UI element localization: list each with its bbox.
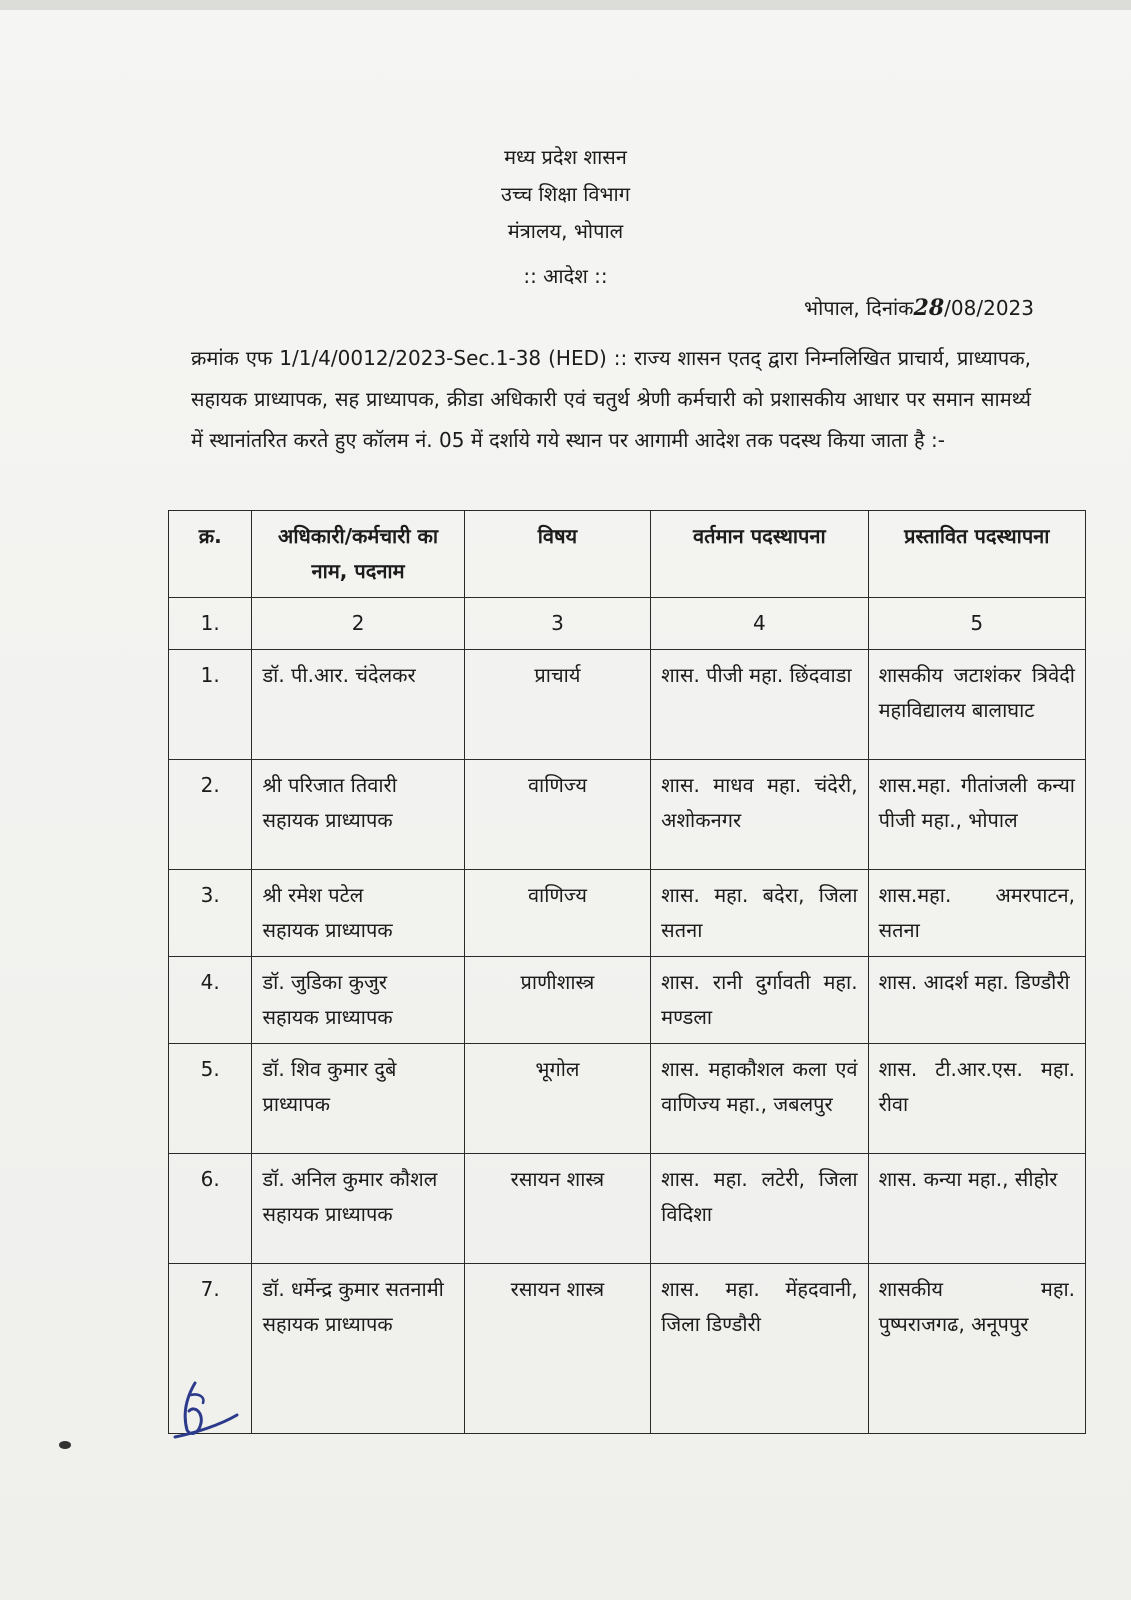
officer-designation: सहायक प्राध्यापक bbox=[262, 808, 393, 832]
officer-name: डॉ. पी.आर. चंदेलकर bbox=[262, 663, 416, 687]
header-office: मंत्रालय, भोपाल bbox=[507, 219, 624, 243]
page-top-edge bbox=[0, 0, 1131, 10]
officer-name: श्री रमेश पटेल bbox=[262, 883, 364, 907]
order-title: :: आदेश :: bbox=[523, 264, 608, 288]
officer-designation: सहायक प्राध्यापक bbox=[262, 1312, 393, 1336]
row-serial: 2. bbox=[169, 760, 252, 870]
table-row bbox=[169, 1154, 1086, 1264]
header-department: उच्च शिक्षा विभाग bbox=[500, 182, 630, 206]
row-serial: 5. bbox=[169, 1044, 252, 1154]
transfer-table bbox=[168, 510, 1086, 1434]
date-prefix: भोपाल, दिनांक bbox=[804, 296, 914, 320]
officer-name: डॉ. शिव कुमार दुबे bbox=[262, 1057, 397, 1081]
column-number: 4 bbox=[651, 598, 868, 650]
row-proposed-posting: शास. कन्या महा., सीहोर bbox=[868, 1154, 1085, 1264]
row-current-posting: शास. माधव महा. चंदेरी, अशोकनगर bbox=[651, 760, 868, 870]
row-officer bbox=[252, 870, 464, 957]
row-current-posting: शास. रानी दुर्गावती महा. मण्डला bbox=[651, 957, 868, 1044]
row-officer bbox=[252, 957, 464, 1044]
row-serial: 7. bbox=[169, 1264, 252, 1434]
row-current-posting: शास. महा. मेंहदवानी, जिला डिण्डौरी bbox=[651, 1264, 868, 1434]
column-number: 3 bbox=[464, 598, 650, 650]
row-proposed-posting: शास.महा. गीतांजली कन्या पीजी महा., भोपाल bbox=[868, 760, 1085, 870]
header-government: मध्य प्रदेश शासन bbox=[504, 145, 627, 169]
row-proposed-posting: शास. टी.आर.एस. महा. रीवा bbox=[868, 1044, 1085, 1154]
officer-name: डॉ. धर्मेन्द्र कुमार सतनामी bbox=[262, 1277, 444, 1301]
officer-name: डॉ. अनिल कुमार कौशल bbox=[262, 1167, 438, 1191]
table-row bbox=[169, 1264, 1086, 1434]
officer-name: डॉ. जुडिका कुजुर bbox=[262, 970, 388, 994]
column-number: 2 bbox=[252, 598, 464, 650]
officer-designation: सहायक प्राध्यापक bbox=[262, 1202, 393, 1226]
row-subject: वाणिज्य bbox=[464, 760, 650, 870]
table-row bbox=[169, 957, 1086, 1044]
row-serial: 6. bbox=[169, 1154, 252, 1264]
table-row bbox=[169, 760, 1086, 870]
officer-designation: प्राध्यापक bbox=[262, 1092, 331, 1116]
row-serial: 3. bbox=[169, 870, 252, 957]
row-proposed-posting: शास. आदर्श महा. डिण्डौरी bbox=[868, 957, 1085, 1044]
row-officer bbox=[252, 1044, 464, 1154]
row-subject: रसायन शास्त्र bbox=[464, 1154, 650, 1264]
header-subject: विषय bbox=[464, 511, 650, 598]
column-number-row bbox=[169, 598, 1086, 650]
table-row bbox=[169, 870, 1086, 957]
row-subject: रसायन शास्त्र bbox=[464, 1264, 650, 1434]
row-subject: भूगोल bbox=[464, 1044, 650, 1154]
row-officer bbox=[252, 1264, 464, 1434]
row-proposed-posting: शासकीय महा. पुष्पराजगढ, अनूपपुर bbox=[868, 1264, 1085, 1434]
table-row bbox=[169, 650, 1086, 760]
row-officer bbox=[252, 760, 464, 870]
header-proposed-posting: प्रस्तावित पदस्थापना bbox=[868, 511, 1085, 598]
handwritten-initial-signature bbox=[165, 1375, 245, 1445]
ink-speck bbox=[58, 1440, 72, 1450]
date-rest: /08/2023 bbox=[944, 296, 1034, 320]
date-day-handwritten: 28 bbox=[913, 295, 945, 321]
header-current-posting: वर्तमान पदस्थापना bbox=[651, 511, 868, 598]
header-name: अधिकारी/कर्मचारी का नाम, पदनाम bbox=[252, 511, 464, 598]
row-officer bbox=[252, 1154, 464, 1264]
row-current-posting: शास. महा. लटेरी, जिला विदिशा bbox=[651, 1154, 868, 1264]
officer-name: श्री परिजात तिवारी bbox=[262, 773, 397, 797]
officer-designation: सहायक प्राध्यापक bbox=[262, 918, 393, 942]
table-row bbox=[169, 1044, 1086, 1154]
row-current-posting: शास. महाकौशल कला एवं वाणिज्य महा., जबलपुर bbox=[651, 1044, 868, 1154]
column-number: 5 bbox=[868, 598, 1085, 650]
row-proposed-posting: शास.महा. अमरपाटन, सतना bbox=[868, 870, 1085, 957]
row-subject: प्राणीशास्त्र bbox=[464, 957, 650, 1044]
date-line bbox=[804, 294, 1034, 321]
header-serial: क्र. bbox=[169, 511, 252, 598]
row-officer bbox=[252, 650, 464, 760]
row-subject: प्राचार्य bbox=[464, 650, 650, 760]
row-current-posting: शास. पीजी महा. छिंदवाडा bbox=[651, 650, 868, 760]
row-proposed-posting: शासकीय जटाशंकर त्रिवेदी महाविद्यालय बालाघाट bbox=[868, 650, 1085, 760]
row-subject: वाणिज्य bbox=[464, 870, 650, 957]
row-serial: 4. bbox=[169, 957, 252, 1044]
table-header-row bbox=[169, 511, 1086, 598]
column-number: 1. bbox=[169, 598, 252, 650]
row-current-posting: शास. महा. बदेरा, जिला सतना bbox=[651, 870, 868, 957]
order-intro-paragraph: क्रमांक एफ 1/1/4/0012/2023-Sec.1-38 (HED) :: राज्य शासन एतद् द्वारा निम्नलिखित प्राचार्य, प्राध्यापक, सहायक प्राध्यापक, सह प्राध्यापक, क्रीडा अधिकारी एवं चतुर्थ श्रेणी कर्मचारी को प्रशासकीय आधार पर समान सामर्थ्य में स्थानांतरित करते हुए कॉलम नं. 05 में दर्शाये गये स्थान पर आगामी आदेश तक पदस्थ किया जाता है :- bbox=[191, 346, 1031, 452]
row-serial: 1. bbox=[169, 650, 252, 760]
officer-designation: सहायक प्राध्यापक bbox=[262, 1005, 393, 1029]
